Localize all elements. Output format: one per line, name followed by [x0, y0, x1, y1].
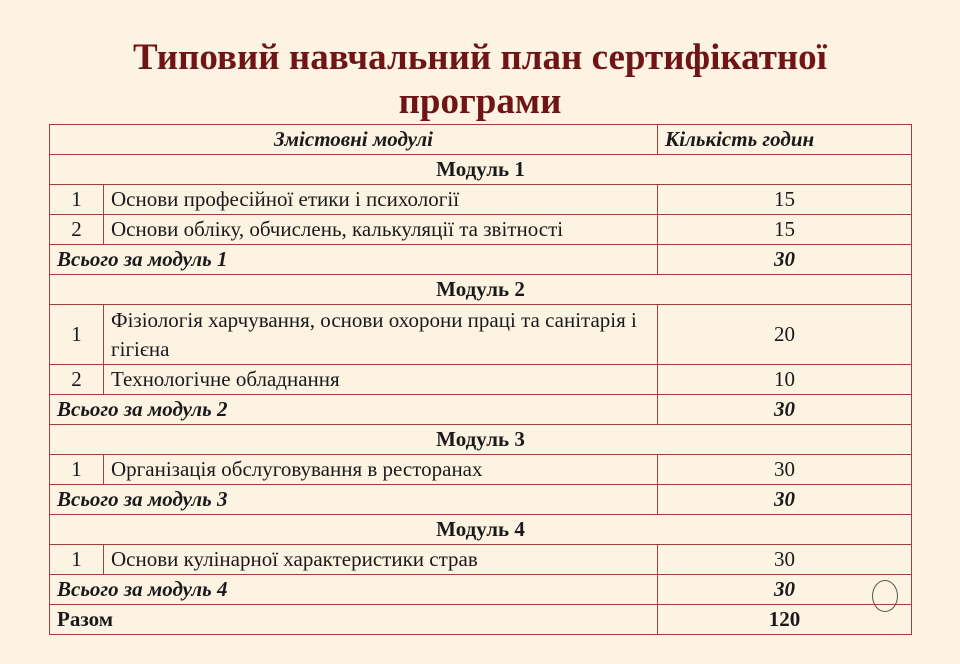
- module-total-label: Всього за модуль 1: [50, 245, 658, 275]
- table-row: [50, 215, 912, 245]
- row-name: Організація обслуговування в ресторанах: [104, 455, 658, 485]
- row-name: Основи професійної етики і психології: [104, 185, 658, 215]
- row-hours: 15: [658, 185, 912, 215]
- row-name: Основи кулінарної характеристики страв: [104, 545, 658, 575]
- module-total-row: [50, 485, 912, 515]
- row-hours: 30: [658, 545, 912, 575]
- page-title: [0, 36, 960, 124]
- row-number: 2: [50, 365, 104, 395]
- row-number: 2: [50, 215, 104, 245]
- table-row: [50, 305, 912, 365]
- module-heading-row: [50, 515, 912, 545]
- row-hours: 30: [658, 455, 912, 485]
- page-title-line1: Типовий навчальний план сертифікатної: [133, 37, 827, 78]
- module-total-row: [50, 245, 912, 275]
- row-hours: 15: [658, 215, 912, 245]
- row-number: 1: [50, 455, 104, 485]
- module-total-hours: 30: [658, 575, 912, 605]
- module-total-row: [50, 575, 912, 605]
- table-row: [50, 185, 912, 215]
- row-hours: 10: [658, 365, 912, 395]
- grand-total-row: [50, 605, 912, 635]
- module-heading-row: [50, 425, 912, 455]
- module-total-hours: 30: [658, 485, 912, 515]
- grand-total-hours: 120: [658, 605, 912, 635]
- module-title: Модуль 3: [50, 425, 912, 455]
- module-total-hours: 30: [658, 395, 912, 425]
- table-row: [50, 365, 912, 395]
- row-name: Технологічне обладнання: [104, 365, 658, 395]
- module-title: Модуль 1: [50, 155, 912, 185]
- module-title: Модуль 2: [50, 275, 912, 305]
- curriculum-table: [49, 124, 912, 635]
- module-title: Модуль 4: [50, 515, 912, 545]
- module-total-row: [50, 395, 912, 425]
- module-total-label: Всього за модуль 4: [50, 575, 658, 605]
- row-hours: 20: [658, 305, 912, 365]
- row-name: Фізіологія харчування, основи охорони праці та санітарія і гігієна: [104, 305, 658, 365]
- header-modules: Змістовні модулі: [50, 125, 658, 155]
- grand-total-label: Разом: [50, 605, 658, 635]
- table-row: [50, 545, 912, 575]
- row-number: 1: [50, 185, 104, 215]
- module-total-hours: 30: [658, 245, 912, 275]
- module-heading-row: [50, 275, 912, 305]
- row-number: 1: [50, 305, 104, 365]
- page-title-line2: програми: [398, 81, 562, 122]
- row-name: Основи обліку, обчислень, калькуляції та звітності: [104, 215, 658, 245]
- circle-outline-icon: [872, 580, 898, 612]
- module-total-label: Всього за модуль 2: [50, 395, 658, 425]
- row-number: 1: [50, 545, 104, 575]
- header-hours: Кількість годин: [658, 125, 912, 155]
- table-header-row: [50, 125, 912, 155]
- module-total-label: Всього за модуль 3: [50, 485, 658, 515]
- table-row: [50, 455, 912, 485]
- module-heading-row: [50, 155, 912, 185]
